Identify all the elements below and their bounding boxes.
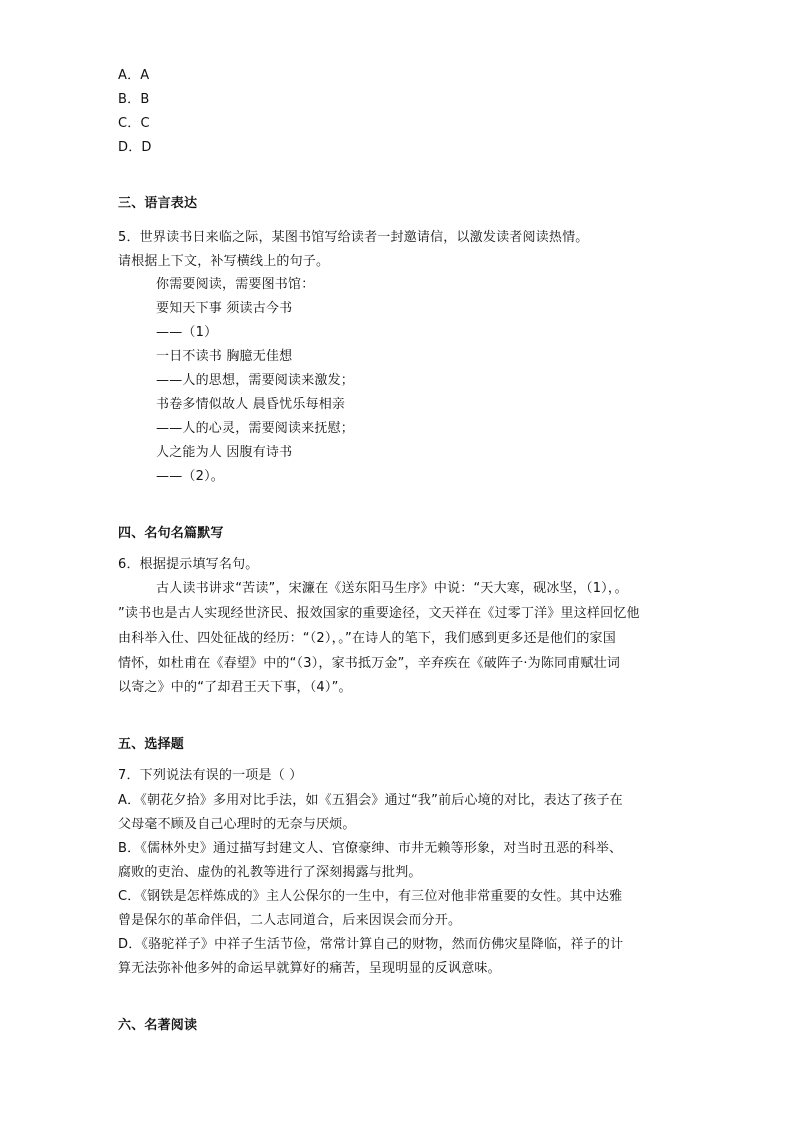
option-b: B．B <box>118 92 150 107</box>
option-line: B．《儒林外史》通过描写封建文人、官僚豪绅、市井无赖等形象，对当时丑恶的科举、 <box>118 841 623 856</box>
section-heading-6: 六、名著阅读 <box>118 1018 198 1033</box>
paragraph-line: 以寄之》中的“了却君王天下事，（4）”。 <box>118 680 352 695</box>
option-d: D．D <box>118 140 152 155</box>
paragraph-line: ”读书也是古人实现经世济民、报效国家的重要途径，文天祥在《过零丁洋》里这样回忆他 <box>118 606 640 621</box>
option-line: 腐败的吏治、虚伪的礼教等进行了深刻揭露与批判。 <box>118 865 422 880</box>
poem-line: 你需要阅读，需要图书馆： <box>156 277 315 292</box>
paragraph-line: 由科举入仕、四处征战的经历：“（2），。”在诗人的笔下，我们感到更多还是他们的家国 <box>118 631 616 646</box>
poem-line: ——人的思想，需要阅读来激发； <box>156 373 355 388</box>
poem-line: 人之能为人 因腹有诗书 <box>156 445 293 460</box>
poem-line: 一日不读书 胸臆无佳想 <box>156 349 293 364</box>
question-5: 5．世界读书日来临之际，某图书馆写给读者一封邀请信，以激发读者阅读热情。 <box>118 230 589 245</box>
section-heading-4: 四、名句名篇默写 <box>118 526 224 541</box>
question-7: 7．下列说法有误的一项是（ ） <box>118 768 303 783</box>
poem-line: 要知天下事 须读古今书 <box>156 301 293 316</box>
option-line: 父母毫不顾及自己心理时的无奈与厌烦。 <box>118 817 356 832</box>
question-5-instruction: 请根据上下文，补写横线上的句子。 <box>118 254 330 269</box>
option-c: C．C <box>118 116 150 131</box>
option-a: A．A <box>118 68 150 83</box>
paragraph-line: 古人读书讲求“苦读”，宋濂在《送东阳马生序》中说：“天大寒，砚冰坚，（1），。 <box>156 581 628 596</box>
option-line: 算无法弥补他多舛的命运早就算好的痛苦，呈现明显的反讽意味。 <box>118 961 501 976</box>
option-line: C．《钢铁是怎样炼成的》主人公保尔的一生中，有三位对他非常重要的女性。其中达雅 <box>118 889 623 904</box>
question-6: 6．根据提示填写名句。 <box>118 557 259 572</box>
poem-line: 书卷多情似故人 晨昏忧乐每相亲 <box>156 397 346 412</box>
section-heading-3: 三、语言表达 <box>118 196 198 211</box>
option-line: 曾是保尔的革命伴侣，二人志同道合，后来因误会而分开。 <box>118 913 462 928</box>
poem-line: ——（1） <box>156 325 218 340</box>
option-line: A．《朝花夕拾》多用对比手法，如《五猖会》通过“我”前后心境的对比，表达了孩子在 <box>118 793 623 808</box>
paragraph-line: 情怀，如杜甫在《春望》中的“（3），家书抵万金”，辛弃疾在《破阵子·为陈同甫赋壮词 <box>118 656 621 671</box>
poem-line: ——人的心灵，需要阅读来抚慰； <box>156 421 355 436</box>
option-line: D．《骆驼祥子》中祥子生活节俭，常常计算自己的财物，然而仿佛灾星降临，祥子的计 <box>118 937 624 952</box>
poem-line: ——（2）。 <box>156 469 224 484</box>
section-heading-5: 五、选择题 <box>118 737 185 752</box>
